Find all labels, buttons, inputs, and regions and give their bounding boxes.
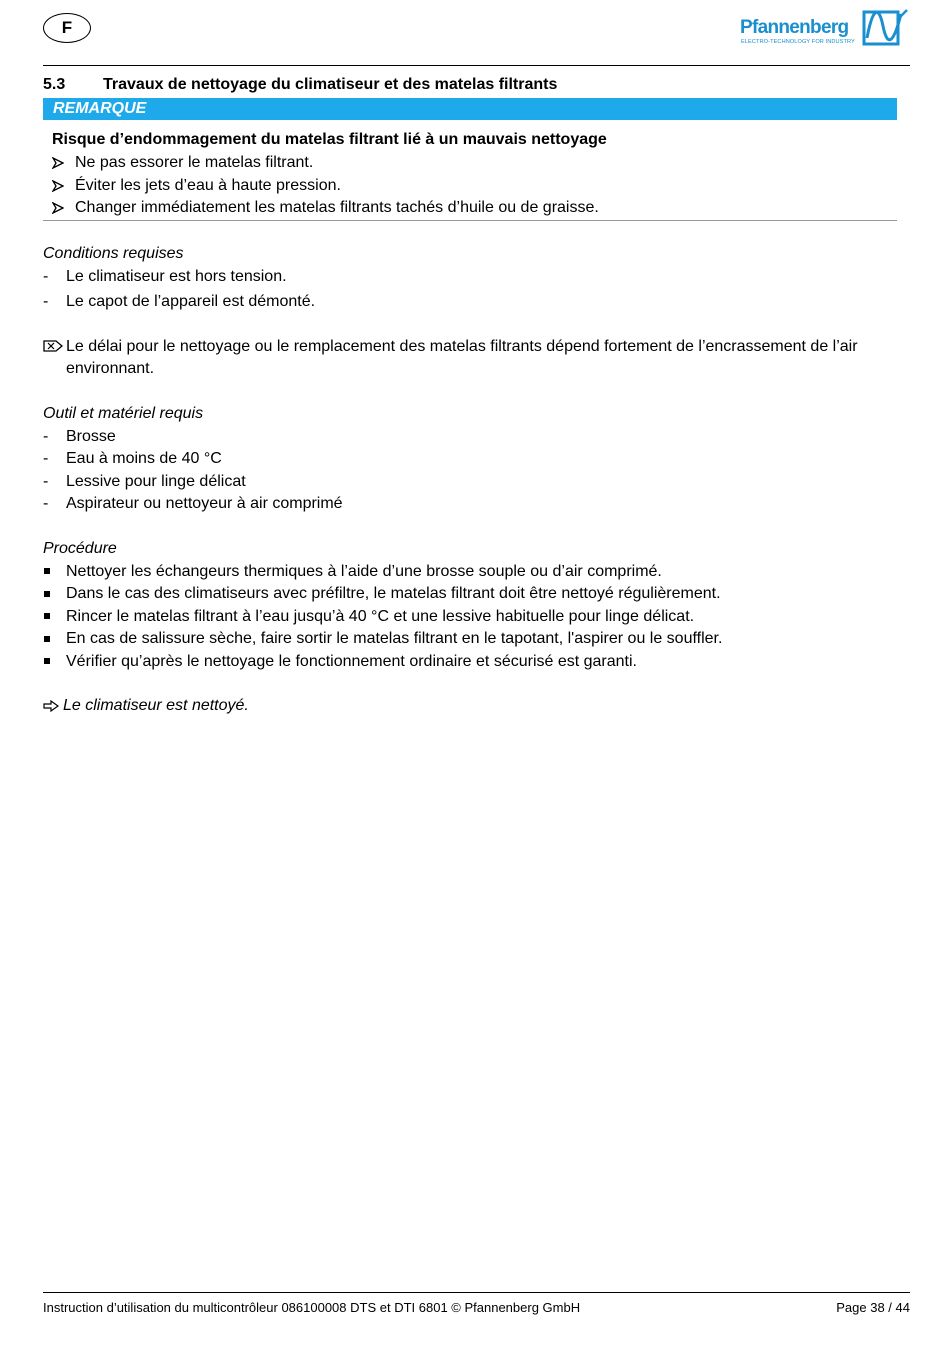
arrowhead-bullet-icon: [52, 202, 64, 214]
footer-document-info: Instruction d’utilisation du multicontrôleur 086100008 DTS et DTI 6801 © Pfannenberg GmbH: [43, 1300, 581, 1315]
tools-heading: Outil et matériel requis: [43, 405, 204, 422]
language-badge: F: [43, 13, 91, 43]
remark-divider: [43, 220, 897, 221]
square-bullet-icon: [44, 568, 50, 574]
dash-bullet: -: [43, 428, 49, 445]
square-bullet-icon: [44, 591, 50, 597]
header-divider: [43, 65, 910, 66]
dash-bullet: -: [43, 268, 49, 285]
logo-name: Pfannenberg: [740, 17, 849, 38]
note-text-line1: Le délai pour le nettoyage ou le remplacement des matelas filtrants dépend fortement de l’encrassement de l’air: [66, 338, 858, 355]
procedure-heading: Procédure: [43, 540, 117, 557]
tool-item: Lessive pour linge délicat: [66, 473, 246, 490]
remark-heading: Risque d’endommagement du matelas filtrant lié à un mauvais nettoyage: [52, 131, 607, 148]
footer-divider: [43, 1292, 910, 1293]
pfannenberg-logo: [738, 6, 910, 50]
section-title-text: Travaux de nettoyage du climatiseur et des matelas filtrants: [103, 76, 558, 93]
tool-item: Aspirateur ou nettoyeur à air comprimé: [66, 495, 343, 512]
remark-item: Éviter les jets d’eau à haute pression.: [75, 177, 341, 194]
logo-tagline: ELECTRO-TECHNOLOGY FOR INDUSTRY: [741, 39, 855, 45]
section-title: [43, 76, 557, 94]
tool-item: Brosse: [66, 428, 116, 445]
remark-banner: REMARQUE: [43, 98, 897, 120]
condition-item: Le capot de l’appareil est démonté.: [66, 293, 316, 310]
square-bullet-icon: [44, 613, 50, 619]
procedure-step: Nettoyer les échangeurs thermiques à l’aide d’une brosse souple ou d’air comprimé.: [66, 563, 662, 580]
procedure-step: En cas de salissure sèche, faire sortir le matelas filtrant en le tapotant, l'aspirer ou le souffler.: [66, 630, 723, 647]
result-arrow-icon: [43, 700, 59, 712]
tool-item: Eau à moins de 40 °C: [66, 450, 222, 467]
procedure-step: Vérifier qu’après le nettoyage le fonctionnement ordinaire et sécurisé est garanti.: [66, 653, 637, 670]
dash-bullet: -: [43, 293, 49, 310]
section-number: 5.3: [43, 76, 66, 93]
conditions-heading: Conditions requises: [43, 245, 184, 262]
note-hand-icon: [43, 339, 63, 353]
result-text: Le climatiseur est nettoyé.: [63, 697, 249, 714]
logo-wave-icon: [859, 8, 909, 48]
square-bullet-icon: [44, 636, 50, 642]
note-text-line2: environnant.: [66, 360, 155, 377]
procedure-step: Rincer le matelas filtrant à l’eau jusqu’à 40 °C et une lessive habituelle pour linge délicat.: [66, 608, 695, 625]
square-bullet-icon: [44, 658, 50, 664]
condition-item: Le climatiseur est hors tension.: [66, 268, 287, 285]
arrowhead-bullet-icon: [52, 180, 64, 192]
arrowhead-bullet-icon: [52, 157, 64, 169]
footer-page-number: Page 38 / 44: [836, 1300, 910, 1315]
remark-item: Changer immédiatement les matelas filtrants tachés d’huile ou de graisse.: [75, 199, 599, 216]
dash-bullet: -: [43, 450, 49, 467]
procedure-step: Dans le cas des climatiseurs avec préfiltre, le matelas filtrant doit être nettoyé régulièrement.: [66, 585, 721, 602]
dash-bullet: -: [43, 495, 49, 512]
dash-bullet: -: [43, 473, 49, 490]
remark-item: Ne pas essorer le matelas filtrant.: [75, 154, 314, 171]
